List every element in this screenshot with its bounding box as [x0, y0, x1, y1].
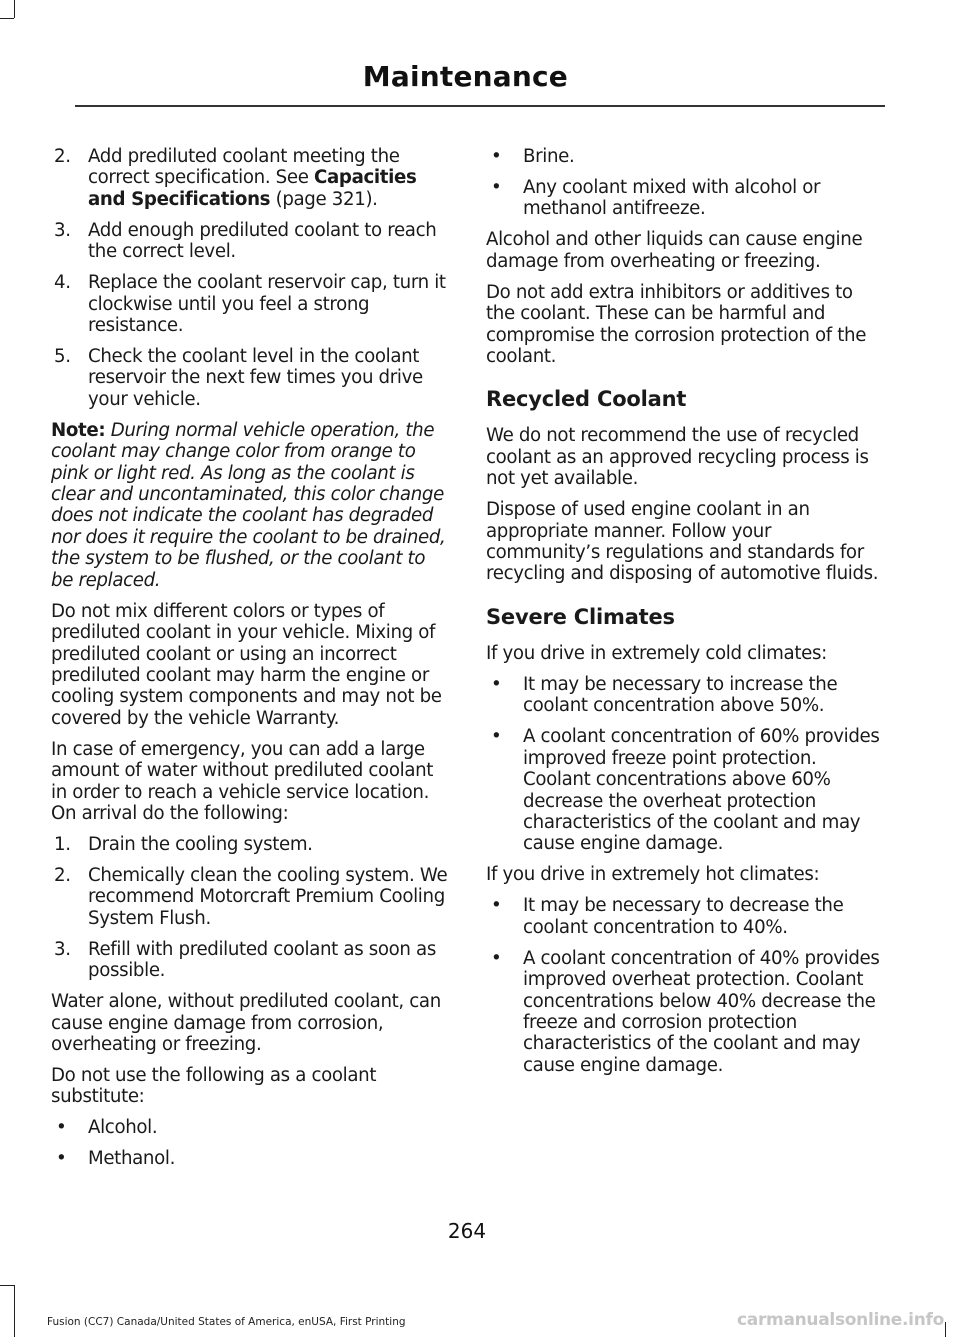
section-heading: Recycled Coolant — [486, 387, 687, 412]
bullet-icon: • — [56, 1148, 67, 1170]
paragraph: Dispose of used engine coolant in an appropriate manner. Follow your community’s regulations and standards for recycling and disposing of automotive fluids. — [486, 499, 879, 585]
paragraph: Water alone, without prediluted coolant, can cause engine damage from corrosion, overheating or freezing. — [51, 991, 441, 1055]
list-item: 2. Add prediluted coolant meeting the correct specification. See Capacities and Specifications (page 321). — [54, 146, 417, 210]
paragraph: In case of emergency, you can add a large amount of water without prediluted coolant in order to reach a vehicle service location. On arrival do the following: — [51, 738, 434, 824]
cross-reference-link[interactable]: Capacities and Specifications — [88, 167, 417, 210]
bullet-item: • It may be necessary to decrease the coolant concentration to 40%. — [491, 895, 844, 938]
paragraph: Do not mix different colors or types of prediluted coolant in your vehicle. Mixing of prediluted coolant or using an incorrect prediluted coolant may harm the engine or cooling system components and may not be covered by the vehicle Warranty. — [51, 600, 442, 729]
bullet-icon: • — [491, 146, 502, 167]
footer-text: Fusion (CC7) Canada/United States of America, enUSA, First Printing — [47, 1316, 406, 1328]
section-heading: Severe Climates — [486, 604, 675, 629]
list-item: 1. Drain the cooling system. — [54, 833, 313, 855]
bullet-icon: • — [491, 895, 502, 917]
note-paragraph: Note: During normal vehicle operation, the coolant may change color from orange to pink or light red. As long as the coolant is clear and uncontaminated, this color change does not indicate the coolant has degraded nor does it require the coolant to be drained, the system to be flushed, or the coolant to be replaced. — [51, 419, 446, 591]
crop-mark — [14, 1285, 15, 1337]
list-item: 4. Replace the coolant reservoir cap, turn it clockwise until you feel a strong resistance. — [54, 272, 446, 337]
paragraph: Alcohol and other liquids can cause engine damage from overheating or freezing. — [486, 229, 863, 272]
left-column — [51, 146, 449, 1179]
paragraph: Do not use the following as a coolant substitute: — [51, 1064, 377, 1108]
bullet-icon: • — [491, 673, 502, 695]
bullet-item: • Brine. — [491, 146, 575, 167]
list-item: 2. Chemically clean the cooling system. We recommend Motorcraft Premium Cooling System Flush. — [54, 864, 448, 929]
bullet-item: • It may be necessary to increase the coolant concentration above 50%. — [491, 673, 838, 717]
page-number: 264 — [447, 1219, 487, 1243]
header-divider — [75, 105, 885, 107]
bullet-icon: • — [491, 177, 502, 198]
page-title: Maintenance — [362, 60, 568, 93]
crop-mark — [14, 0, 15, 18]
crop-mark — [945, 1322, 946, 1337]
list-item: 3. Refill with prediluted coolant as soon as possible. — [54, 938, 436, 982]
list-item: 3. Add enough prediluted coolant to reach the correct level. — [54, 219, 437, 263]
watermark: carmanualsonline.info — [737, 1310, 944, 1330]
bullet-item: • Any coolant mixed with alcohol or methanol antifreeze. — [491, 177, 821, 220]
crop-mark — [0, 18, 14, 19]
paragraph: Do not add extra inhibitors or additives to the coolant. These can be harmful and compromise the corrosion protection of the coolant. — [486, 281, 867, 368]
paragraph: If you drive in extremely cold climates: — [486, 642, 827, 664]
crop-mark — [0, 1285, 14, 1286]
bullet-item: • Methanol. — [56, 1148, 176, 1170]
bullet-item: • Alcohol. — [56, 1117, 158, 1139]
right-column — [486, 146, 884, 1086]
paragraph: If you drive in extremely hot climates: — [486, 864, 820, 886]
bullet-icon: • — [56, 1117, 67, 1139]
paragraph: We do not recommend the use of recycled coolant as an approved recycling process is not yet available. — [486, 425, 869, 490]
bullet-icon: • — [491, 726, 502, 748]
bullet-item: • A coolant concentration of 60% provides improved freeze point protection. Coolant concentrations above 60% decrease the overheat protection characteristics of the coolant and may cause engine damage. — [491, 726, 880, 855]
bullet-item: • A coolant concentration of 40% provides improved overheat protection. Coolant concentrations below 40% decrease the freeze and corrosion protection characteristics of the coolant and may cause engine damage. — [491, 947, 880, 1076]
bullet-icon: • — [491, 947, 502, 969]
list-item: 5. Check the coolant level in the coolant reservoir the next few times you drive your vehicle. — [54, 346, 423, 410]
